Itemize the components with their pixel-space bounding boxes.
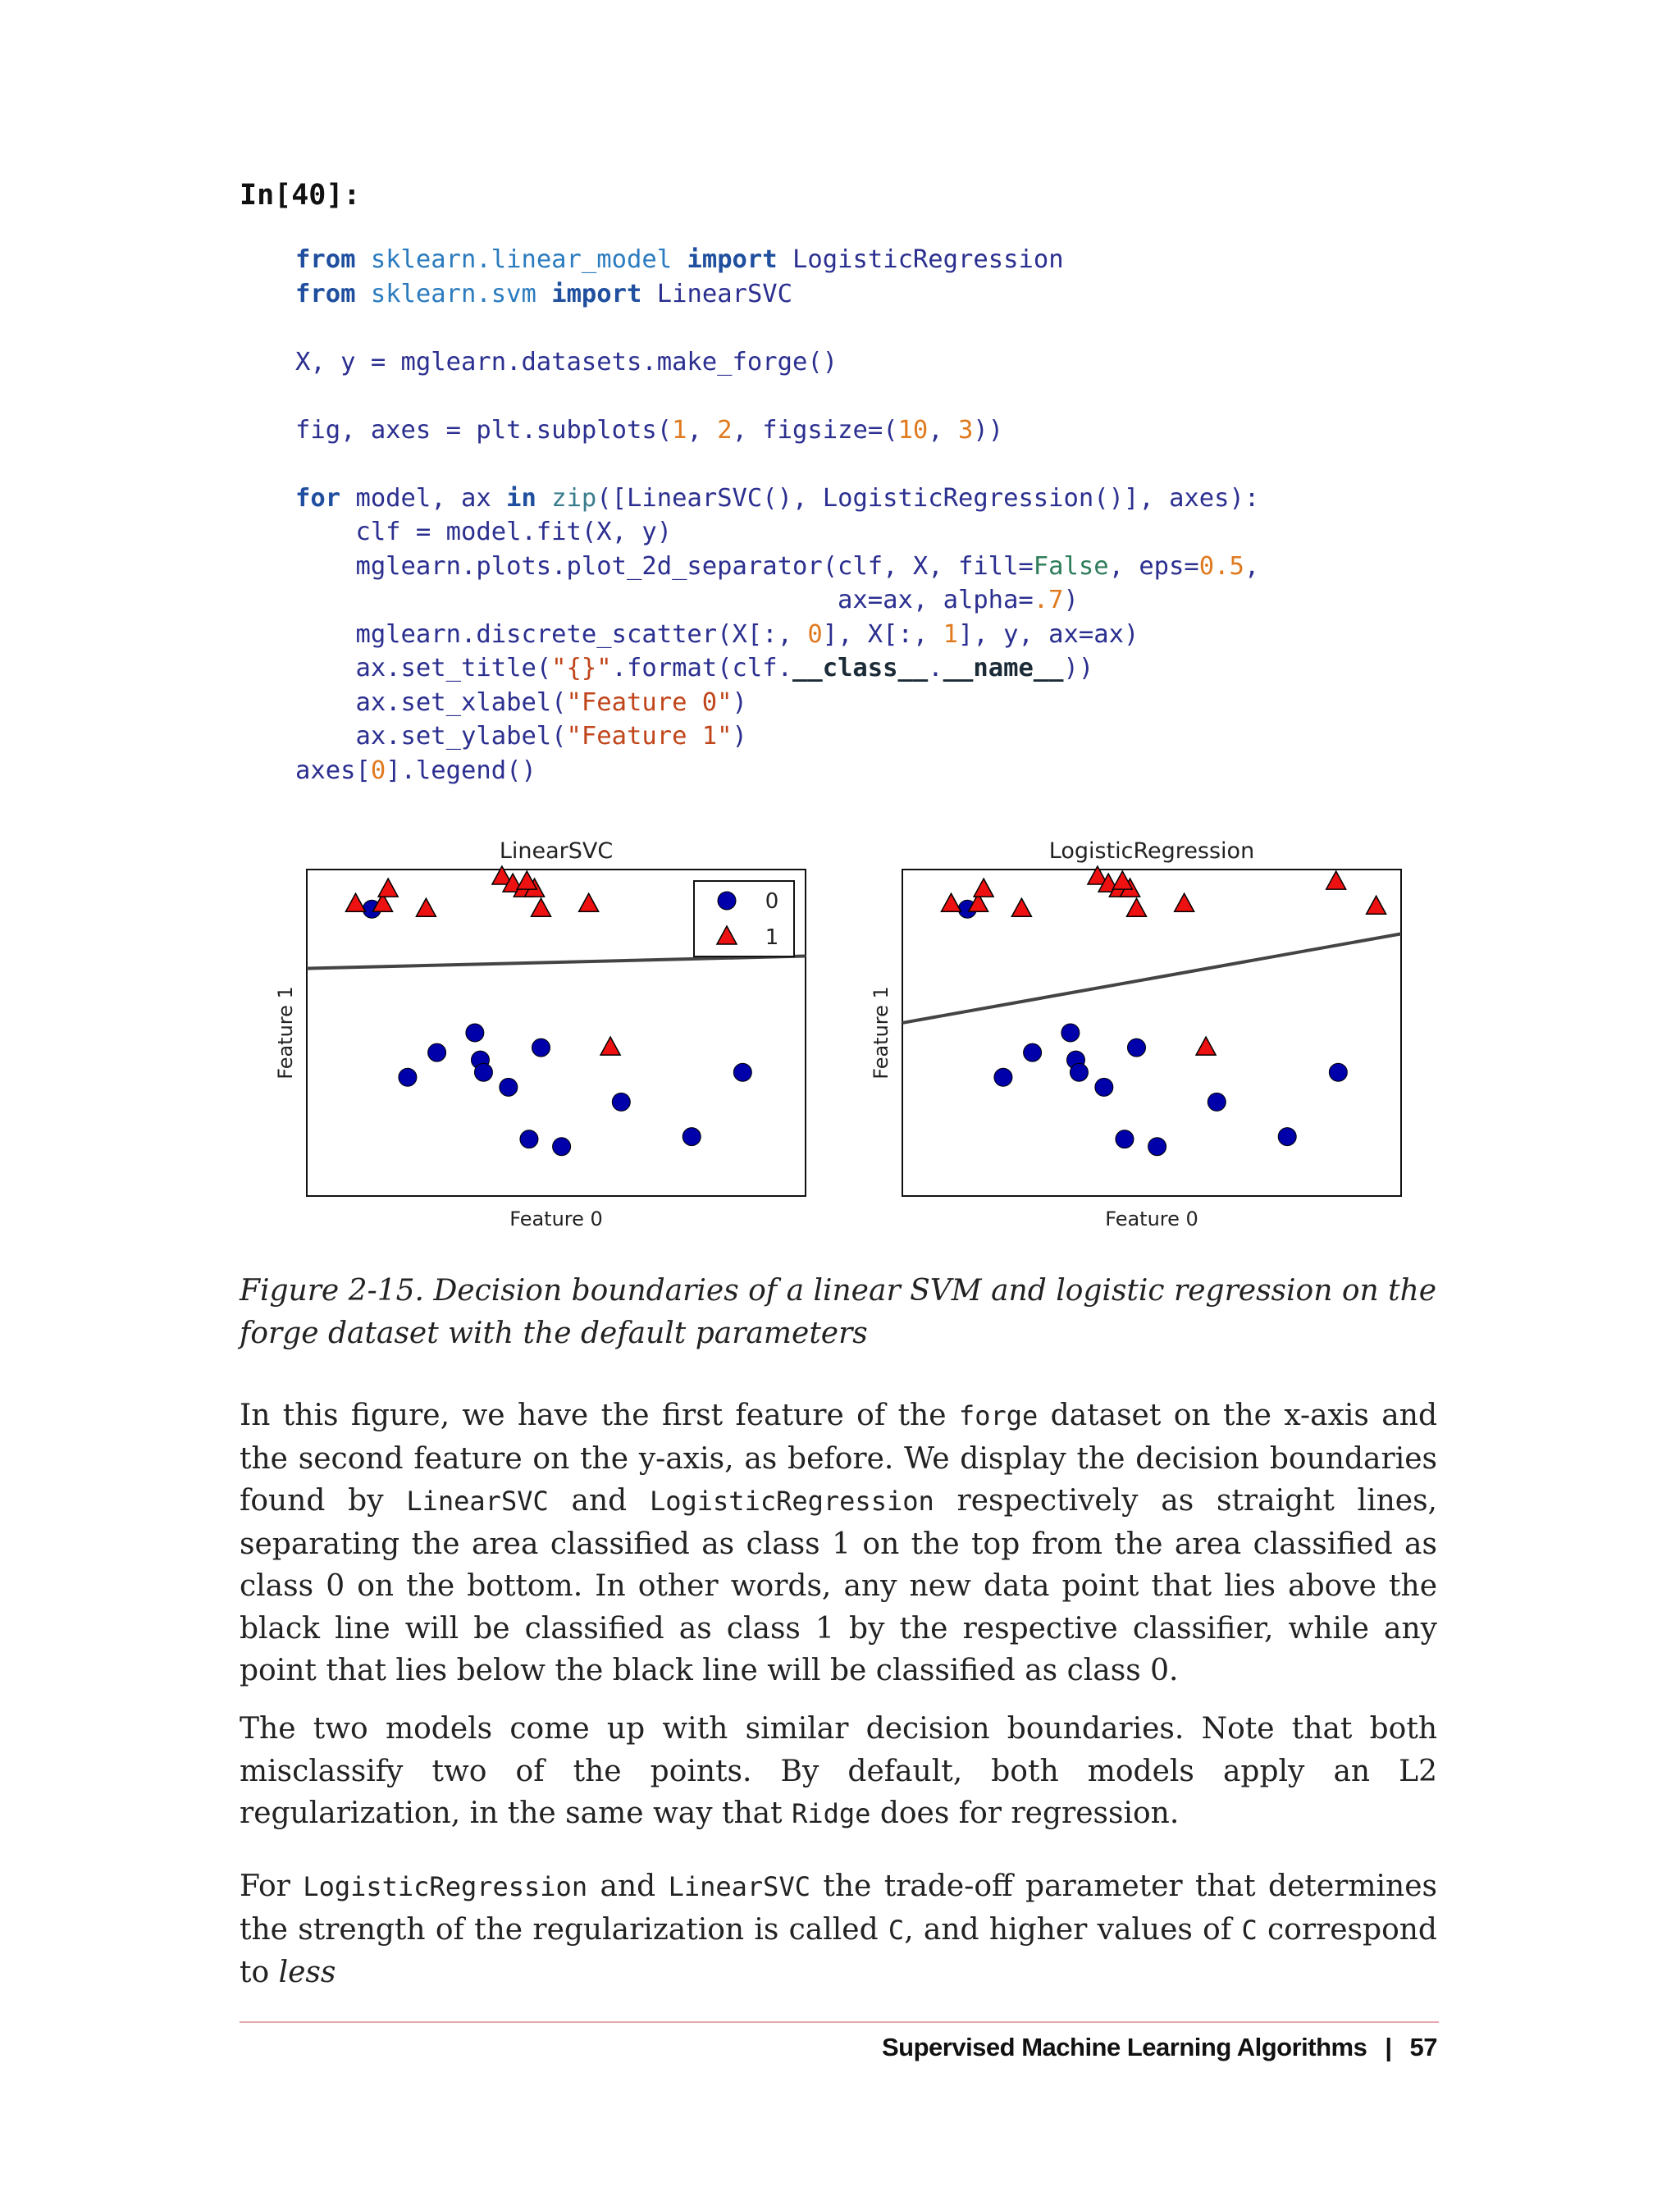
code-line-10: ax.set_title("{}".format(clf.__class__.__name__)) [295, 654, 1094, 682]
data-point-class-0 [520, 1130, 538, 1148]
y-axis-label: Feature 1 [274, 986, 297, 1080]
chart-panel-1 [274, 838, 806, 1230]
data-point-class-0 [612, 1093, 630, 1111]
code-line-6: clf = model.fit(X, y) [295, 518, 673, 546]
figure-caption: Figure 2-15. Decision boundaries of a linear SVM and logistic regression on the forge dataset with the default parameters [240, 1274, 1437, 1350]
chart-title: LinearSVC [499, 838, 614, 864]
footer-rule [240, 2021, 1439, 2023]
code-line-7: mglearn.plots.plot_2d_separator(clf, X, fill=False, eps=0.5, [295, 551, 1260, 581]
data-point-class-0 [1070, 1063, 1088, 1081]
legend-label-0: 0 [765, 889, 779, 914]
data-point-class-0 [682, 1128, 701, 1146]
chart-title: LogisticRegression [1048, 838, 1255, 864]
data-point-class-0 [474, 1063, 492, 1081]
data-point-class-0 [500, 1078, 518, 1096]
data-point-class-0 [1278, 1128, 1296, 1146]
data-point-class-0 [466, 1024, 484, 1042]
paragraph-3: For LogisticRegression and LinearSVC the trade-off parameter that determines the strength of the regularization is called C, and higher values of C correspond to less [240, 1869, 1437, 1989]
data-point-class-0 [1127, 1039, 1145, 1057]
legend-marker-0 [718, 892, 736, 910]
data-point-class-0 [1208, 1093, 1226, 1111]
footer-separator: | [1385, 2033, 1392, 2061]
legend-label-1: 1 [765, 925, 779, 950]
data-point-class-0 [1095, 1078, 1113, 1096]
code-line-9: mglearn.discrete_scatter(X[:, 0], X[:, 1], y, ax=ax) [295, 619, 1139, 649]
data-point-class-0 [1024, 1043, 1042, 1061]
chart-panel-2 [870, 838, 1401, 1230]
page-footer [882, 2033, 1437, 2062]
code-line-1: from sklearn.linear_model import LogisticRegression [295, 245, 1064, 274]
cell-prompt: In[40]: [240, 179, 361, 212]
data-point-class-0 [1116, 1130, 1134, 1148]
data-point-class-0 [532, 1039, 550, 1057]
figure-2-15 [238, 820, 1419, 1247]
legend-box [694, 881, 794, 956]
code-line-8: ax=ax, alpha=.7) [295, 586, 1079, 614]
data-point-class-0 [994, 1068, 1012, 1086]
x-axis-label: Feature 0 [1105, 1208, 1198, 1230]
code-line-2: from sklearn.svm import LinearSVC [295, 279, 793, 308]
data-point-class-0 [428, 1043, 446, 1061]
data-point-class-0 [1148, 1138, 1166, 1156]
code-line-12: ax.set_ylabel("Feature 1") [295, 722, 747, 751]
y-axis-label: Feature 1 [870, 986, 892, 1080]
code-line-11: ax.set_xlabel("Feature 0") [295, 687, 747, 717]
data-point-class-0 [553, 1138, 571, 1156]
data-point-class-0 [733, 1063, 751, 1081]
page-number: 57 [1409, 2033, 1437, 2061]
paragraph-1: In this figure, we have the first feature of the forge dataset on the x-axis and the second feature on the y-axis, as before. We display the decision boundaries found by LinearSVC and LogisticRegression respectively as straight lines, separating the area classified as class 1 on the top from the area classified as class 0 on the bottom. In other words, any new data point that lies above the black line will be classified as class 1 by the respective classifier, while any point that lies below the black line will be classified as class 0. [240, 1399, 1437, 1687]
footer-section-title: Supervised Machine Learning Algorithms [881, 2033, 1367, 2061]
code-line-3: X, y = mglearn.datasets.make_forge() [295, 347, 838, 377]
data-point-class-0 [1329, 1063, 1347, 1081]
code-line-5: for model, ax in zip([LinearSVC(), LogisticRegression()], axes): [295, 483, 1260, 513]
code-line-4: fig, axes = plt.subplots(1, 2, figsize=(10, 3)) [295, 415, 1004, 445]
data-point-class-0 [1061, 1024, 1080, 1042]
code-block [295, 243, 1259, 788]
data-point-class-0 [399, 1068, 417, 1086]
x-axis-label: Feature 0 [509, 1208, 603, 1230]
paragraph-2: The two models come up with similar decision boundaries. Note that both misclassify two of the points. By default, both models apply an L2 regularization, in the same way that Ridge does for regression. [240, 1712, 1437, 1830]
code-line-13: axes[0].legend() [295, 756, 536, 785]
